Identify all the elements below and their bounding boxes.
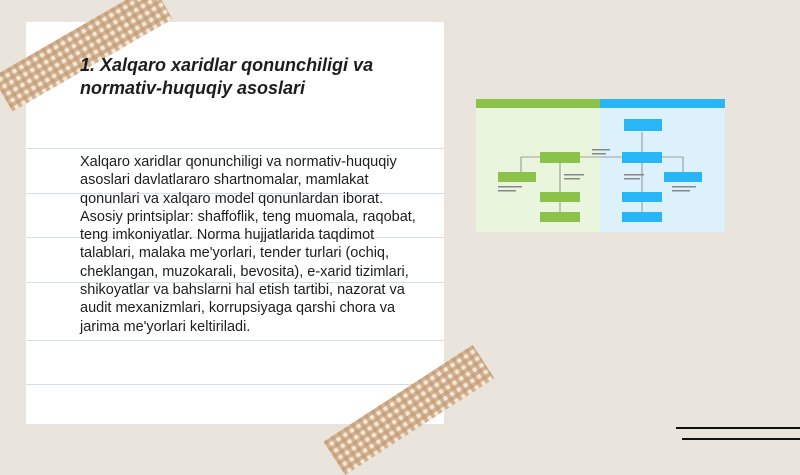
slide-body-text: Xalqaro xaridlar qonunchiligi va normativ-huquqiy asoslari davlatlararo shartnomalar, mamlakat qonunlari va xalqaro model qonunlardan iborat. Asosiy printsiplar: shaffoflik, teng muomala, raqobat, teng imkoniyatlar. Norma hujjatlarida taqdimot talablari, malaka me'yorlari, tender turlari (ochiq, cheklangan, muzokarali, bevosita), e-xarid tizimlari, shikoyatlar va bahslarni hal etish tartibi, nazorat va audit mexanizmlari, korrupsiyaga qarshi chora va jarima me'yorlari keltiriladi. xyxy=(80,154,416,335)
flow-node xyxy=(624,119,662,131)
ruled-line xyxy=(26,148,444,149)
ruled-line xyxy=(26,384,444,385)
right-header xyxy=(600,99,725,108)
slide-title: 1. Xalqaro xaridlar qonunchiligi va normativ-huquqiy asoslari xyxy=(80,55,374,98)
flow-node xyxy=(622,192,662,202)
flow-node xyxy=(540,192,580,202)
ruled-line xyxy=(26,340,444,341)
flowchart-image xyxy=(476,99,725,232)
flow-node xyxy=(622,152,662,163)
flow-node xyxy=(540,152,580,163)
left-panel xyxy=(476,108,600,232)
flow-node xyxy=(540,212,580,222)
left-header xyxy=(476,99,600,108)
right-panel xyxy=(600,108,725,232)
decorative-line xyxy=(676,427,800,429)
flow-node xyxy=(498,172,536,182)
flow-node xyxy=(664,172,702,182)
flow-node xyxy=(622,212,662,222)
decorative-line xyxy=(682,438,800,440)
